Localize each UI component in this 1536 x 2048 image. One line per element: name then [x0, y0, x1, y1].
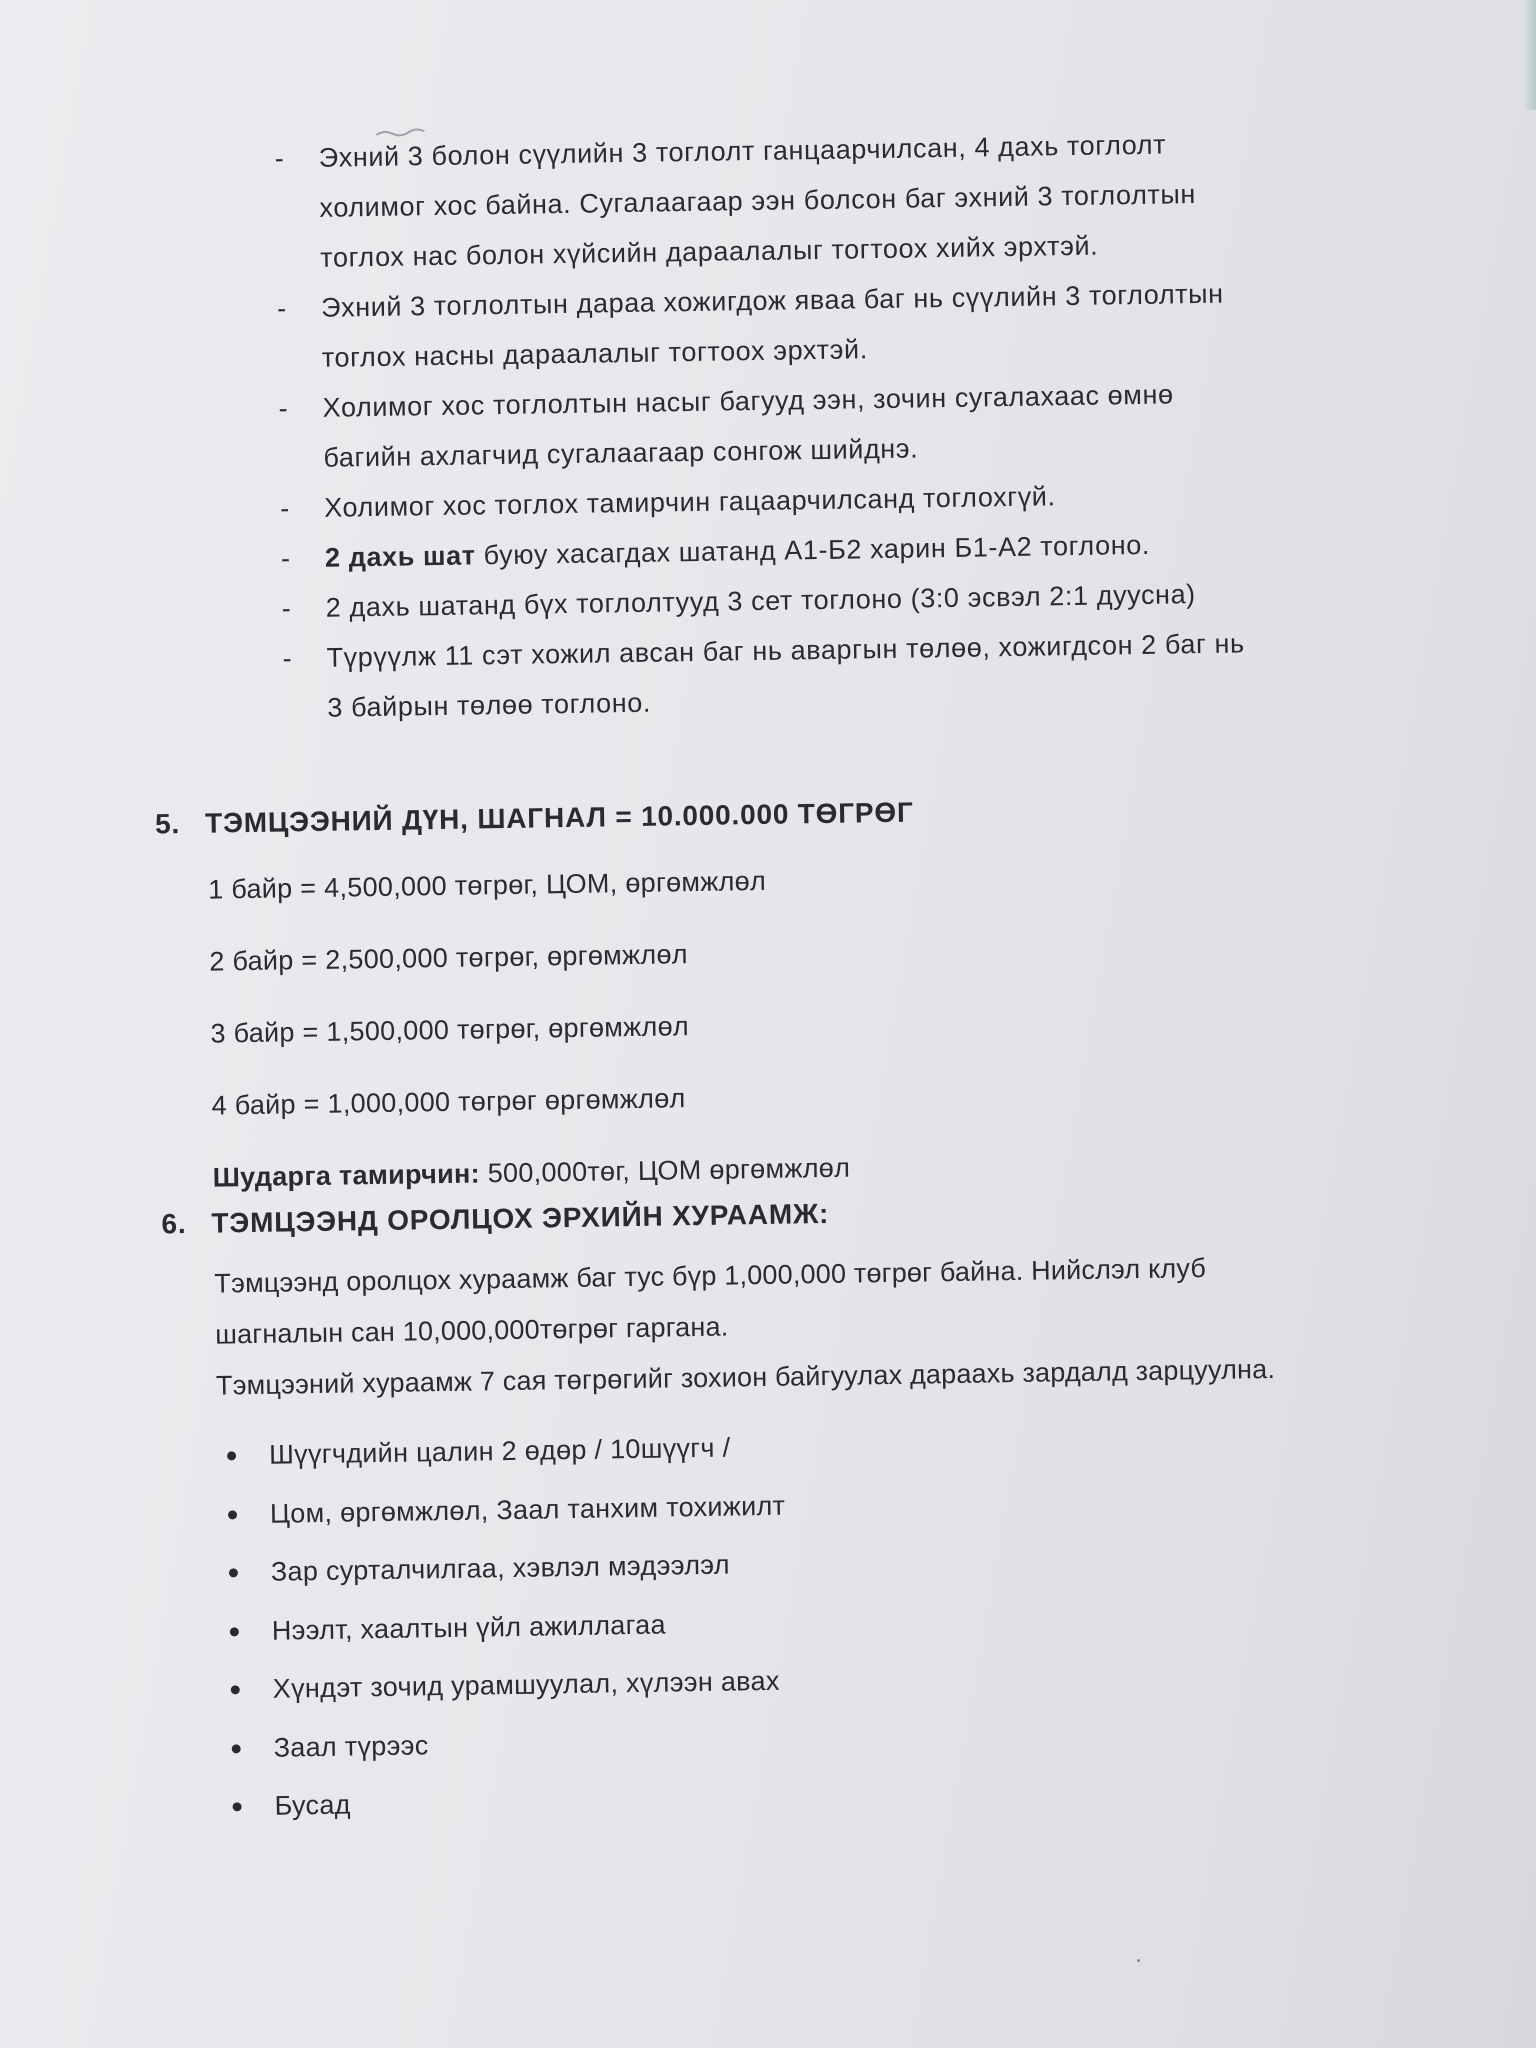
bullet-icon	[228, 1510, 237, 1519]
rule-line: тоглох насны дараалалыг тогтоох эрхтэй.	[321, 334, 869, 373]
page-edge	[1522, 0, 1536, 110]
bullet-icon	[231, 1685, 240, 1694]
paragraph-line: шагналын сан 10,000,000төгрөг гаргана.	[214, 1311, 729, 1350]
fair-player-value: 500,000төг, ЦОМ өргөмжлөл	[479, 1152, 851, 1189]
dash-marker: -	[278, 393, 289, 424]
rule-item	[274, 616, 1395, 734]
expense-item	[230, 1652, 788, 1719]
expense-text: Шүүгчдийн цалин 2 өдөр / 10шүүгч /	[268, 1432, 731, 1470]
dash-marker: -	[282, 643, 293, 674]
expense-item	[232, 1769, 790, 1836]
section-title: ТЭМЦЭЭНИЙ ДҮН, ШАГНАЛ = 10.000.000 ТӨГРӨГ	[204, 796, 914, 839]
bullet-icon	[230, 1627, 239, 1636]
section-number: 6.	[161, 1208, 187, 1240]
rule-line: Эхний 3 болон сүүлийн 3 тоглолт ганцаарчилсан, 4 дахь тоглолт	[318, 129, 1167, 173]
expense-text: Нээлт, хаалтын үйл ажиллагаа	[271, 1609, 666, 1646]
rules-list	[266, 116, 1395, 734]
paragraph-line: Тэмцээнд оролцох хураамж баг тус бүр 1,000,000 төгрөг байна. Нийслэл клуб	[214, 1253, 1207, 1299]
prize-item: 3 байр = 1,500,000 төгрөг, өргөмжлөл	[210, 1011, 690, 1049]
expense-text: Заал түрээс	[273, 1729, 429, 1763]
expense-item	[229, 1593, 787, 1660]
fair-player-label: Шударга тамирчин:	[212, 1158, 481, 1193]
dash-marker: -	[274, 143, 285, 174]
expense-text: Зар сурталчилгаа, хэвлэл мэдээлэл	[270, 1549, 731, 1587]
expense-item	[228, 1476, 786, 1543]
prize-item: 1 байр = 4,500,000 төгрөг, ЦОМ, өргөмжлөл	[207, 865, 767, 905]
expense-text: Хүндэт зочид урамшуулал, хүлээн авах	[272, 1665, 780, 1704]
expense-item	[228, 1535, 786, 1602]
rule-line: Түрүүлж 11 сэт хожил авсан баг нь аваргын төлөө, хожигдсон 2 баг нь	[326, 628, 1245, 673]
rule-line: Холимог хос тоглох тамирчин гацаарчилсанд тоглохгүй.	[323, 481, 1056, 523]
rule-item	[270, 366, 1391, 484]
dash-marker: -	[279, 493, 291, 524]
bullet-icon	[229, 1568, 238, 1577]
rule-item	[269, 266, 1390, 384]
expense-item	[227, 1418, 785, 1485]
expense-list	[227, 1418, 791, 1836]
bullet-icon	[232, 1744, 241, 1753]
rule-line: Эхний 3 тоглолтын дараа хожигдож яваа баг нь сүүлийн 3 тоглолтын	[320, 278, 1224, 323]
rule-line: холимог хос байна. Сугалаагаар ээн болсон баг эхний 3 тоглолтын	[319, 179, 1197, 223]
rule-line: тоглох нас болон хүйсийн дараалалыг тогтоох хийх эрхтэй.	[320, 230, 1099, 273]
bullet-icon	[227, 1451, 236, 1460]
dash-marker: -	[276, 293, 287, 324]
paragraph-line: Тэмцээний хураамж 7 сая төгрөгийг зохион байгуулах дараахь зардалд зарцуулна.	[215, 1353, 1276, 1401]
section-number: 5.	[154, 808, 181, 840]
prize-list	[208, 840, 1114, 1214]
rule-line: 3 байрын төлөө тоглоно.	[327, 687, 652, 723]
expense-text: Бусад	[274, 1789, 351, 1821]
rule-text: буюу хасагдах шатанд А1-Б2 харин Б1-А2 тоглоно.	[475, 529, 1151, 571]
dash-marker: -	[281, 593, 292, 624]
rule-bold-text: 2 дахь шат	[324, 540, 476, 573]
rule-line: Холимог хос тоглолтын насыг багууд ээн, зочин сугалахаас өмнө	[322, 379, 1174, 423]
fee-paragraph	[214, 1240, 1416, 1412]
rule-line: багийн ахлагчид сугалаагаар сонгож шийднэ.	[323, 433, 919, 473]
expense-text: Цом, өргөмжлөл, Заал танхим тохижилт	[269, 1490, 786, 1529]
bullet-icon	[233, 1802, 242, 1811]
section-5-heading	[155, 793, 914, 845]
rule-line: 2 дахь шатанд бүх тоглолтууд 3 сет тоглоно (3:0 эсвэл 2:1 дуусна)	[325, 579, 1197, 623]
expense-item	[231, 1710, 789, 1777]
prize-item: 4 байр = 1,000,000 төгрөг өргөмжлөл	[211, 1083, 686, 1121]
paper-speck	[1137, 1959, 1140, 1962]
section-title: ТЭМЦЭЭНД ОРОЛЦОХ ЭРХИЙН ХУРААМЖ:	[211, 1197, 830, 1239]
dash-marker: -	[280, 543, 291, 574]
rule-item	[266, 116, 1388, 284]
prize-item: 2 байр = 2,500,000 төгрөг, өргөмжлөл	[209, 939, 689, 977]
